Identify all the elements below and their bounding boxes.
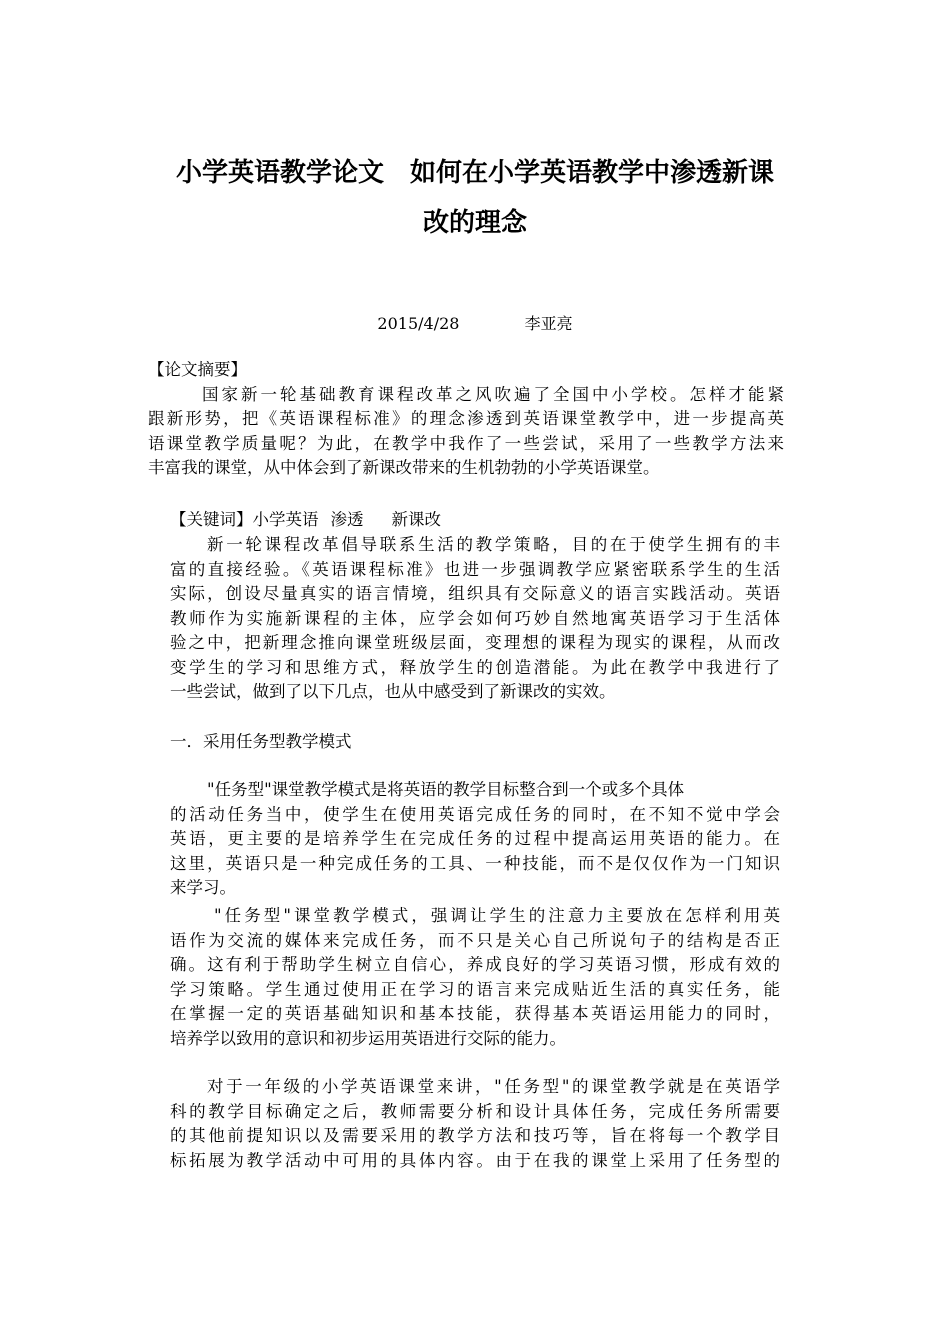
paragraph-line: 对于一年级的小学英语课堂来讲，"任务型"的课堂教学就是在英语学 xyxy=(207,1077,780,1096)
paragraph-line: 一些尝试，做到了以下几点，也从中感受到了新课改的实效。 xyxy=(170,682,616,701)
paragraph-line: 富的直接经验。《英语课程标准》也进一步强调教学应紧密联系学生的生活 xyxy=(170,559,780,579)
abstract-line: 国家新一轮基础教育课程改革之风吹遍了全国中小学校。怎样才能紧 xyxy=(202,384,784,404)
document-title xyxy=(100,148,850,248)
section1-paragraph-1 xyxy=(170,778,780,901)
keyword: 新课改 xyxy=(391,510,441,529)
paragraph-line: 验之中，把新理念推向课堂班级层面，变理想的课程为现实的课程，从而改 xyxy=(170,633,780,652)
paragraph-line: 新一轮课程改革倡导联系生活的教学策略，目的在于使学生拥有的丰 xyxy=(207,535,780,554)
keyword: 小学英语 xyxy=(252,510,319,529)
abstract-line: 语课堂教学质量呢？为此，在教学中我作了一些尝试，采用了一些教学方法来 xyxy=(148,433,784,453)
title-line-1: 小学英语教学论文 如何在小学英语教学中渗透新课 xyxy=(175,158,774,188)
author-name: 李亚亮 xyxy=(524,314,573,333)
byline xyxy=(0,312,950,336)
paragraph-line: 实际，创设尽量真实的语言情境，组织具有交际意义的语言实践活动。英语 xyxy=(170,584,780,603)
paragraph-line: 科的教学目标确定之后，教师需要分析和设计具体任务，完成任务所需要 xyxy=(170,1101,780,1121)
abstract-line: 丰富我的课堂，从中体会到了新课改带来的生机勃勃的小学英语课堂。 xyxy=(148,458,660,477)
section-heading: 一．采用任务型教学模式 xyxy=(170,732,352,751)
paragraph-line: 这里，英语只是一种完成任务的工具、一种技能，而不是仅仅作为一门知识 xyxy=(170,853,780,873)
abstract-line: 跟新形势，把《英语课程标准》的理念渗透到英语课堂教学中，进一步提高英 xyxy=(148,409,784,428)
paragraph-line: 培养学以致用的意识和初步运用英语进行交际的能力。 xyxy=(170,1028,566,1048)
section1-paragraph-3 xyxy=(170,1075,780,1173)
paragraph-line: 的活动任务当中，使学生在使用英语完成任务的同时，在不知不觉中学会 xyxy=(170,804,780,824)
paragraph-line: 教师作为实施新课程的主体，应学会如何巧妙自然地寓英语学习于生活体 xyxy=(170,608,780,628)
keywords-label: 【关键词】 xyxy=(170,510,253,529)
keywords-line xyxy=(170,508,780,533)
abstract-section xyxy=(148,358,784,481)
abstract-heading: 【论文摘要】 xyxy=(148,360,247,379)
paragraph-line: 的其他前提知识以及需要采用的教学方法和技巧等，旨在将每一个教学目 xyxy=(170,1126,780,1145)
paragraph-line: 学习策略。学生通过使用正在学习的语言来完成贴近生活的真实任务，能 xyxy=(170,979,780,999)
intro-paragraph xyxy=(170,533,780,705)
paragraph-line: 在掌握一定的英语基础知识和基本技能，获得基本英语运用能力的同时， xyxy=(170,1004,780,1023)
paragraph-line: 英语，更主要的是培养学生在完成任务的过程中提高运用英语的能力。在 xyxy=(170,829,780,848)
paragraph-line: 来学习。 xyxy=(170,878,236,897)
section1-paragraph-2 xyxy=(170,904,780,1051)
publish-date: 2015/4/28 xyxy=(377,314,460,333)
paragraph-line: 变学生的学习和思维方式，释放学生的创造潜能。为此在教学中我进行了 xyxy=(170,657,780,677)
paragraph-line: "任务型"课堂教学模式，强调让学生的注意力主要放在怎样利用英 xyxy=(214,906,780,925)
keyword: 渗透 xyxy=(330,510,364,529)
paragraph-line: 标拓展为教学活动中可用的具体内容。由于在我的课堂上采用了任务型的 xyxy=(170,1150,780,1170)
title-line-2: 改的理念 xyxy=(422,208,527,238)
paragraph-line: "任务型"课堂教学模式是将英语的教学目标整合到一个或多个具体 xyxy=(207,780,685,799)
paragraph-line: 确。这有利于帮助学生树立自信心，养成良好的学习英语习惯，形成有效的 xyxy=(170,955,780,974)
paragraph-line: 语作为交流的媒体来完成任务，而不只是关心自己所说句子的结构是否正 xyxy=(170,930,780,950)
